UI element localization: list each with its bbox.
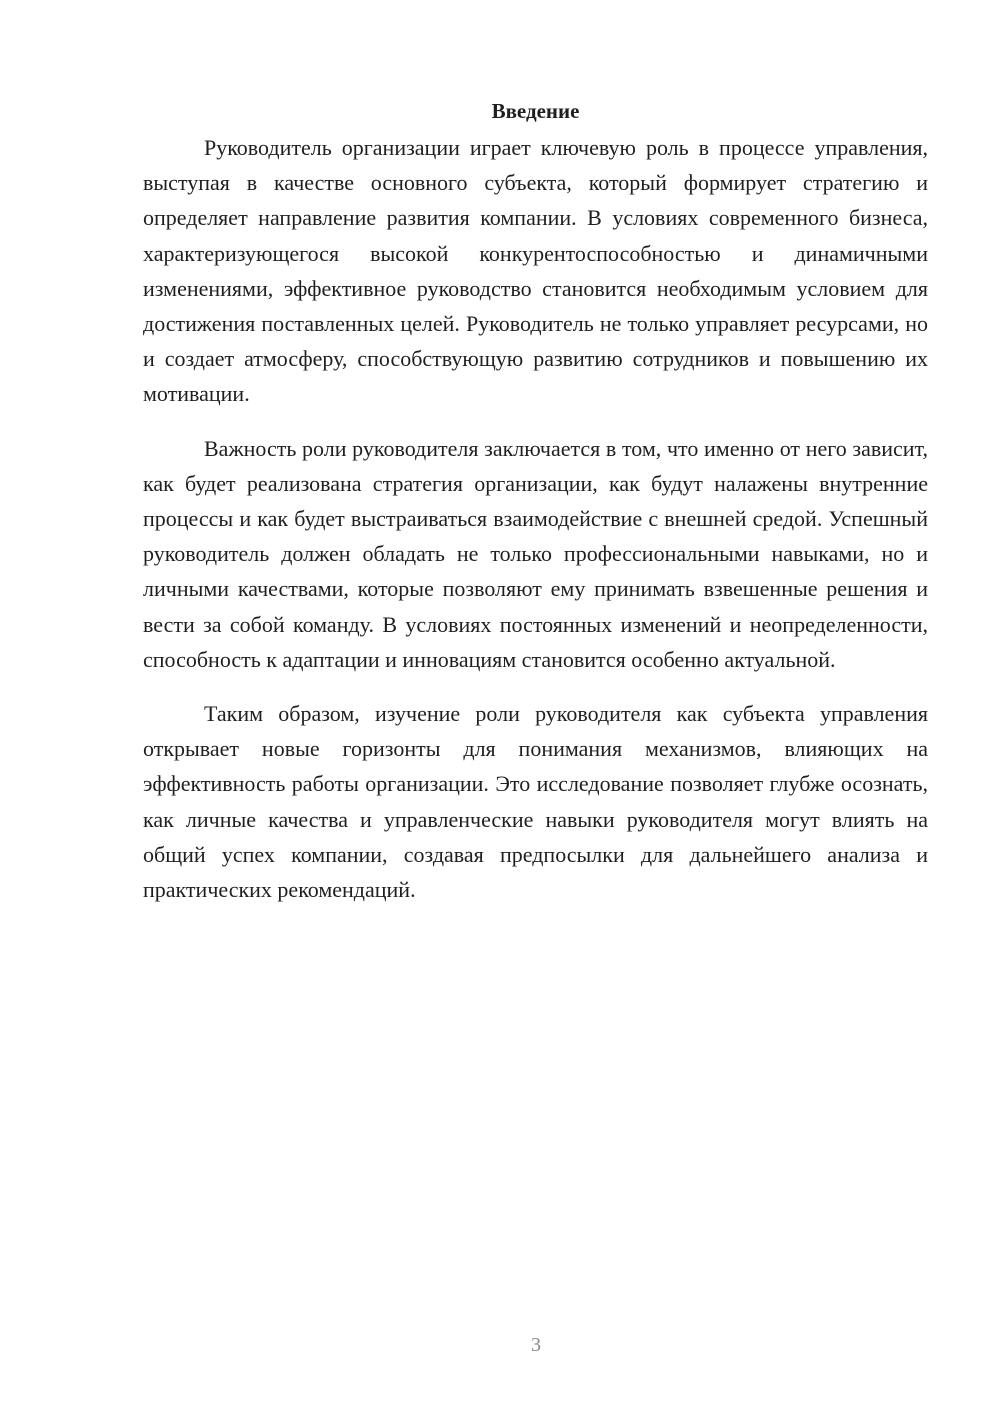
paragraph-2: Важность роли руководителя заключается в том, что именно от него зависит, как будет реализована стратегия организации, как будут налажены внутренние процессы и как будет выстраиваться взаимодействие с внешней средой. Успешный руководитель должен обладать не только профессиональными навыками, но и личными качествами, которые позволяют ему принимать взвешенные решения и вести за собой команду. В условиях постоянных изменений и неопределенности, способность к адаптации и инновациям становится особенно актуальной. xyxy=(143,435,928,672)
paragraph-1: Руководитель организации играет ключевую роль в процессе управления, выступая в качестве основного субъекта, который формирует стратегию и определяет направление развития компании. В условиях современного бизнеса, характеризующегося высокой конкурентоспособностью и динамичными изменениями, эффективное руководство становится необходимым условием для достижения поставленных целей. Руководитель не только управляет ресурсами, но и создает атмосферу, способствующую развитию сотрудников и повышению их мотивации. xyxy=(143,135,928,407)
page-number-footer xyxy=(0,1334,1000,1357)
section-heading: Введение xyxy=(491,99,580,123)
paragraph-3: Таким образом, изучение роли руководителя как субъекта управления открывает новые горизонты для понимания механизмов, влияющих на эффективность работы организации. Это исследование позволяет глубже осознать, как личные качества и управленческие навыки руководителя могут влиять на общий успех компании, создавая предпосылки для дальнейшего анализа и практических рекомендаций. xyxy=(143,701,928,903)
page-content xyxy=(143,96,928,926)
page-number: 3 xyxy=(531,1334,541,1356)
